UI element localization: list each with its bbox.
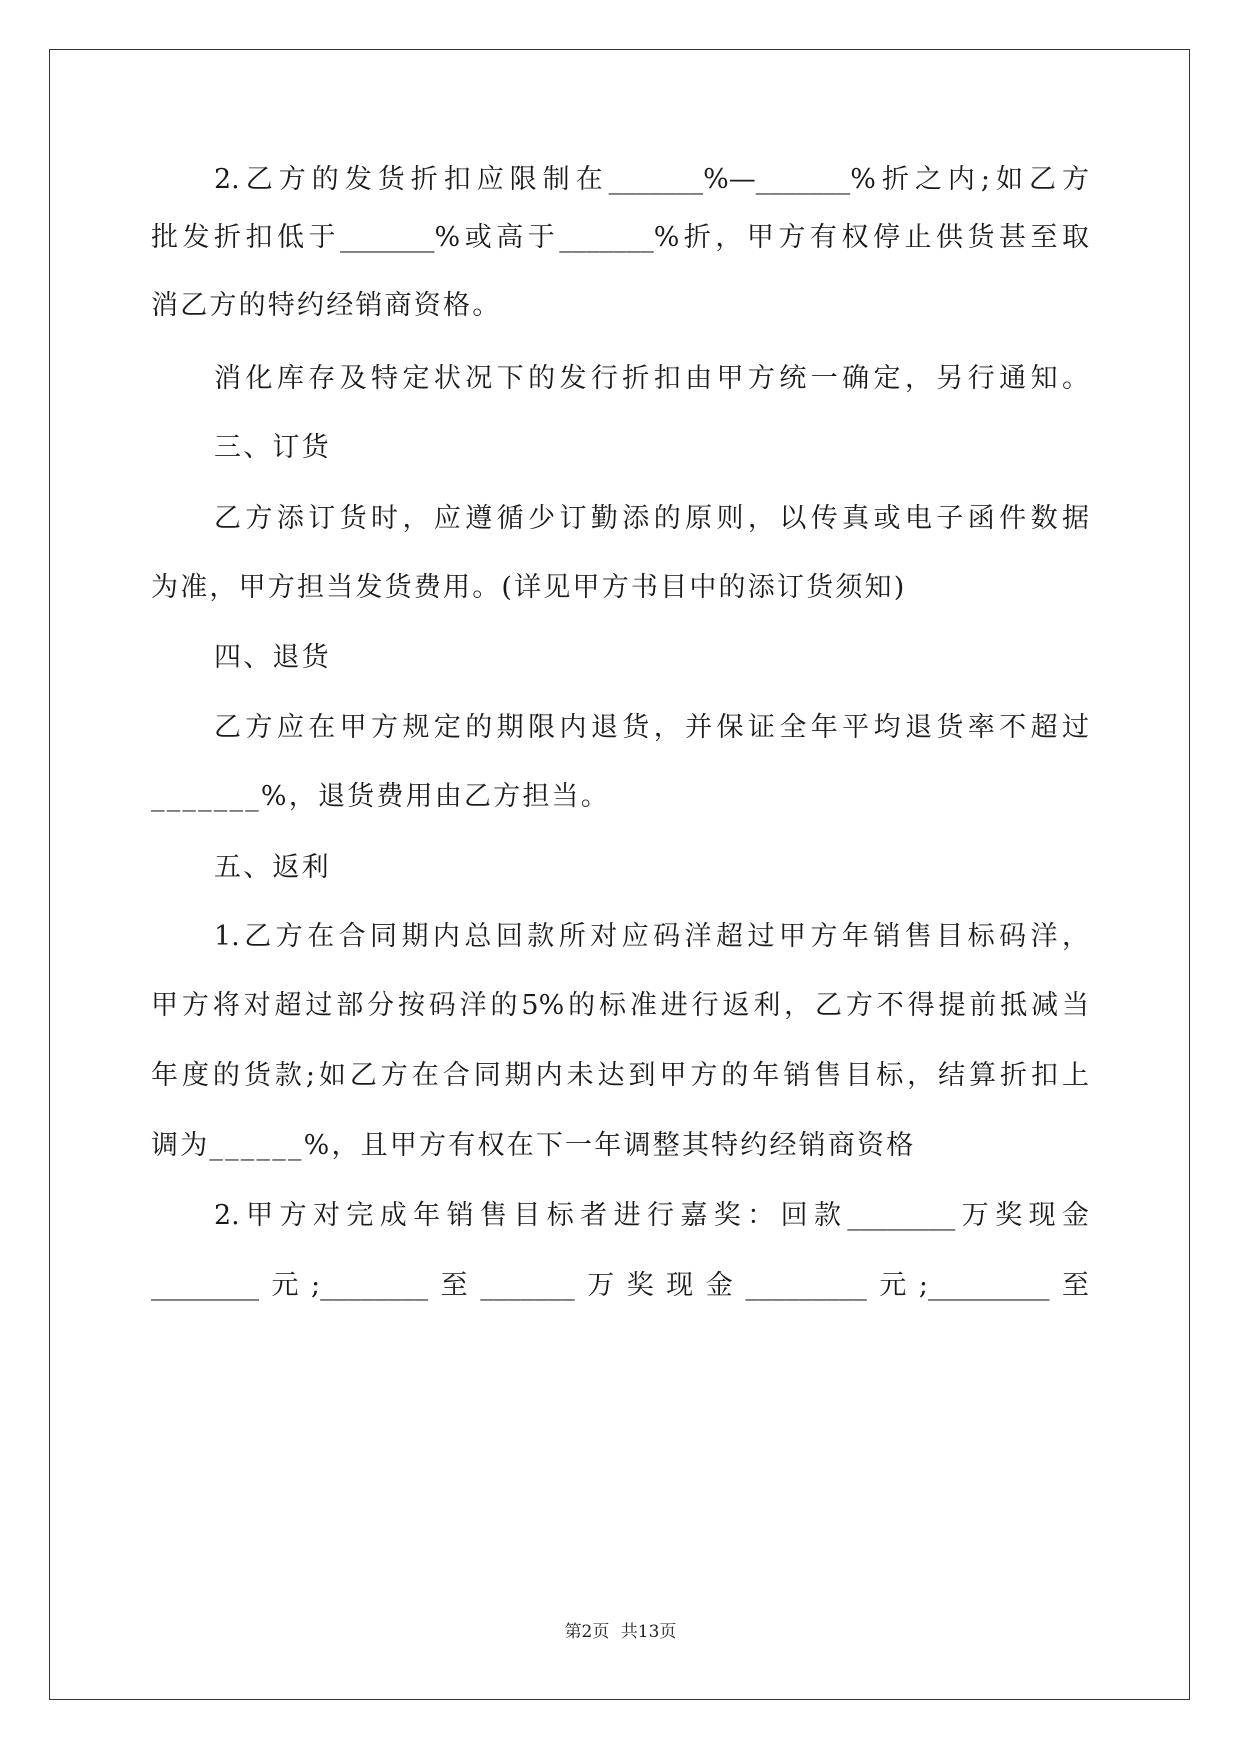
page-total: 共13页 <box>620 1622 677 1642</box>
paragraph-line-16: 2.甲方对完成年销售目标者进行嘉奖：回款________万奖现金 <box>214 1200 1089 1231</box>
paragraph-line-2: 批发折扣低于_______%或高于_______%折，甲方有权停止供货甚至取 <box>151 222 1089 253</box>
paragraph-line-13: 甲方将对超过部分按码洋的5%的标准进行返利，乙方不得提前抵减当 <box>151 990 1089 1021</box>
paragraph-line-1: 2.乙方的发货折扣应限制在_______%—_______%折之内;如乙方 <box>214 164 1089 195</box>
paragraph-line-15: 调为______%，且甲方有权在下一年调整其特约经销商资格 <box>151 1130 916 1161</box>
paragraph-line-10: _______%，退货费用由乙方担当。 <box>151 781 610 812</box>
section-heading-returns: 四、退货 <box>214 642 331 673</box>
paragraph-line-12: 1.乙方在合同期内总回款所对应码洋超过甲方年销售目标码洋， <box>214 921 1089 952</box>
page-number: 第2页 <box>564 1622 610 1642</box>
paragraph-line-4: 消化库存及特定状况下的发行折扣由甲方统一确定，另行通知。 <box>214 363 1089 394</box>
section-heading-ordering: 三、订货 <box>214 432 331 463</box>
paragraph-line-14: 年度的货款;如乙方在合同期内未达到甲方的年销售目标，结算折扣上 <box>151 1060 1089 1091</box>
paragraph-line-7: 为准，甲方担当发货费用。(详见甲方书目中的添订货须知) <box>151 572 907 603</box>
paragraph-line-6: 乙方添订货时，应遵循少订勤添的原则，以传真或电子函件数据 <box>214 503 1089 534</box>
paragraph-line-3: 消乙方的特约经销商资格。 <box>151 290 502 321</box>
paragraph-line-9: 乙方应在甲方规定的期限内退货，并保证全年平均退货率不超过 <box>214 712 1089 743</box>
paragraph-line-17: ________元;________至_______万奖现金_________元;_________至 <box>151 1270 1089 1301</box>
section-heading-rebate: 五、返利 <box>214 852 331 883</box>
page-footer <box>0 1620 1241 1644</box>
